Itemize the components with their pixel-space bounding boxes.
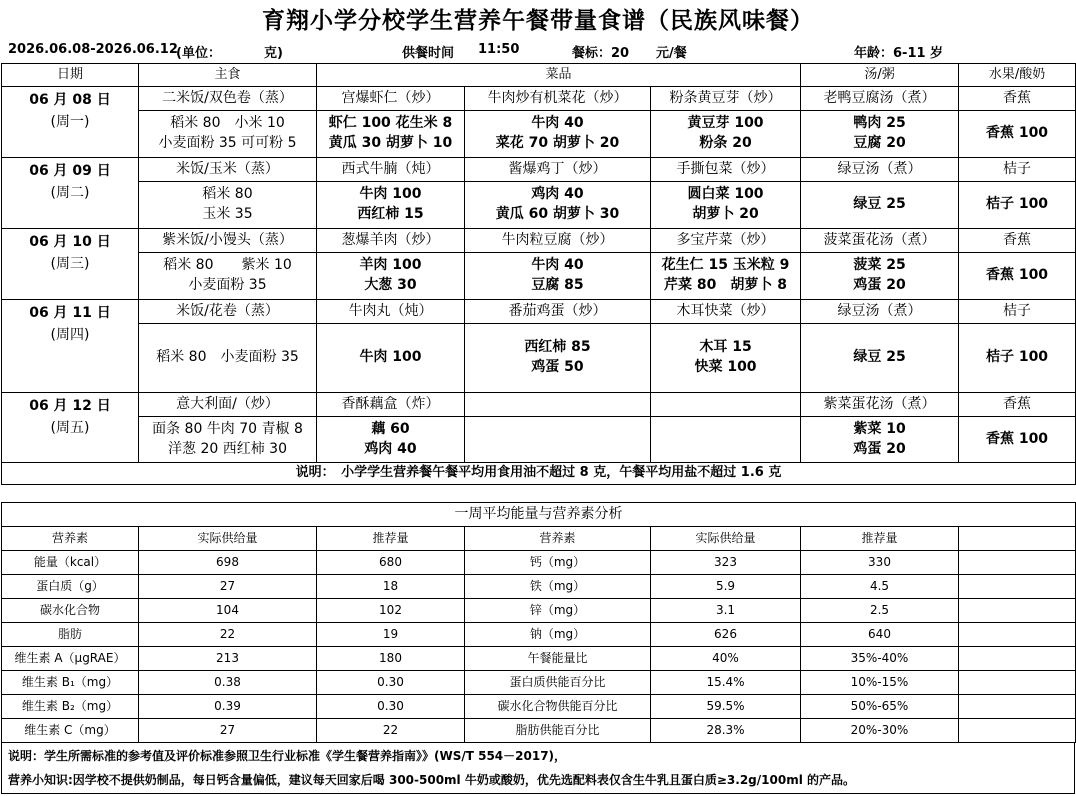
nutrition-cell: 钠（mg） [465,623,651,647]
soup-ingredients [801,417,959,463]
nutrition-cell-blank [959,623,1076,647]
nutrition-cell: 蛋白质供能百分比 [465,671,651,695]
fruit-amount: 桔子 100 [959,324,1076,393]
soup-name: 绿豆汤（煮） [801,300,959,324]
nutrition-cell: 59.5% [651,695,801,719]
nutrition-cell: 脂肪 [2,623,139,647]
nutrition-header: 营养素 [2,527,139,551]
ingredient-line: 藕 60 [371,420,410,437]
dish-name [465,393,651,417]
nutrition-cell-blank [959,551,1076,575]
nutrition-cell: 50%-65% [801,695,959,719]
nutrition-cell: 10%-15% [801,671,959,695]
nutrition-cell: 27 [139,719,317,743]
header-fruit: 水果/酸奶 [959,64,1076,87]
ingredient-line: 木耳 15 [699,339,752,356]
nutrition-row [2,575,1076,599]
dish-name: 酱爆鸡丁（炒） [465,158,651,182]
nutrition-cell: 碳水化合物 [2,599,139,623]
fruit-amount: 香蕉 100 [959,253,1076,300]
soup-ingredients [801,111,959,158]
ingredient-line: 稻米 80 紫米 10 [163,257,292,274]
dish-name [651,393,801,417]
nutrition-cell-blank [959,671,1076,695]
nutrition-cell: 0.38 [139,671,317,695]
ingredient-line: 牛肉 40 [531,115,584,132]
nutrition-cell: 20%-30% [801,719,959,743]
ingredient-line: 牛肉 100 [359,349,422,366]
nutrition-cell: 铁（mg） [465,575,651,599]
ingredient-line: 鸡肉 40 [364,440,417,457]
menu-table [1,63,1076,485]
nutrition-cell: 5.9 [651,575,801,599]
nutrition-cell: 15.4% [651,671,801,695]
nutrition-cell: 能量（kcal） [2,551,139,575]
meal-price-unit: 元/餐 [656,46,687,61]
day-date: 06 月 08 日 [29,92,111,108]
ingredient-line: 紫菜 10 [853,420,906,437]
ingredient-line: 花生仁 15 玉米粒 9 [661,257,790,274]
soup-ingredients [801,253,959,300]
nutrition-cell-blank [959,695,1076,719]
fruit-name: 桔子 [959,158,1076,182]
ingredient-line: 面条 80 牛肉 70 青椒 8 [152,420,303,437]
nutrition-cell-blank [959,647,1076,671]
dish-ingredients [465,182,651,229]
nutrition-cell: 213 [139,647,317,671]
staple-name: 紫米饭/小馒头（蒸） [139,229,317,253]
analysis-title: 一周平均能量与营养素分析 [2,503,1076,527]
ingredient-line: 小麦面粉 35 可可粉 5 [158,135,297,151]
day-date: 06 月 11 日 [29,305,111,321]
staple-ingredients [139,111,317,158]
dish-ingredients [651,253,801,300]
day-cell [2,87,139,158]
ingredient-line: 黄瓜 60 胡萝卜 30 [495,206,620,222]
soup-name: 菠菜蛋花汤（煮） [801,229,959,253]
nutrition-header: 推荐量 [317,527,465,551]
ingredient-line: 圆白菜 100 [687,186,764,203]
nutrition-cell: 180 [317,647,465,671]
ingredient-line: 粉条 20 [699,135,752,151]
ingredient-line: 鸡蛋 20 [853,277,906,293]
nutrition-cell: 0.30 [317,671,465,695]
oil-salt-note: 说明： 小学学生营养餐午餐平均用食用油不超过 8 克，午餐平均用盐不超过 1.6 克 [2,463,1076,485]
ingredient-line: 芹菜 80 胡萝卜 8 [664,277,787,293]
date-range: 2026.06.08-2026.06.12 [8,42,178,57]
dish-name: 多宝芹菜（炒） [651,229,801,253]
staple-name: 米饭/花卷（蒸） [139,300,317,324]
dish-ingredients [465,253,651,300]
ingredient-line: 稻米 80 [202,186,253,203]
soup-name: 紫菜蛋花汤（煮） [801,393,959,417]
unit-value: 克) [264,46,283,61]
dish-ingredients [651,111,801,158]
nutrition-cell: 640 [801,623,959,647]
nutrition-cell: 维生素 A（μgRAE） [2,647,139,671]
nutrition-row [2,551,1076,575]
header-staple: 主食 [139,64,317,87]
nutrition-cell: 40% [651,647,801,671]
dish-ingredients [651,182,801,229]
dish-name: 粉条黄豆芽（炒） [651,87,801,111]
nutrition-cell: 27 [139,575,317,599]
nutrition-cell: 维生素 B₁（mg） [2,671,139,695]
soup-name: 绿豆汤（煮） [801,158,959,182]
nutrition-header: 营养素 [465,527,651,551]
staple-ingredients [139,324,317,393]
ingredient-line: 牛肉 40 [531,257,584,274]
dish-name: 番茄鸡蛋（炒） [465,300,651,324]
ingredient-line: 黄豆芽 100 [687,115,764,132]
ingredient-line: 稻米 80 小麦面粉 35 [156,349,299,366]
day-weekday: (周一) [50,114,90,131]
ingredient-line: 豆腐 85 [531,277,584,293]
nutrition-cell: 午餐能量比 [465,647,651,671]
nutrition-cell: 35%-40% [801,647,959,671]
nutrition-row [2,599,1076,623]
nutrition-cell: 102 [317,599,465,623]
nutrition-cell: 626 [651,623,801,647]
fruit-name: 香蕉 [959,229,1076,253]
header-date: 日期 [2,64,139,87]
dish-name: 香酥藕盒（炸） [317,393,465,417]
ingredient-line: 牛肉 100 [359,186,422,203]
fruit-name: 桔子 [959,300,1076,324]
nutrition-cell: 680 [317,551,465,575]
day-date: 06 月 12 日 [29,398,111,414]
ingredient-line: 洋葱 20 西红柿 30 [168,440,287,457]
dish-name: 牛肉炒有机菜花（炒） [465,87,651,111]
nutrition-cell: 3.1 [651,599,801,623]
ingredient-line: 绿豆 25 [853,349,906,366]
dish-ingredients [465,417,651,463]
nutrition-cell: 698 [139,551,317,575]
dish-ingredients [317,417,465,463]
fruit-amount: 香蕉 100 [959,417,1076,463]
staple-name: 二米饭/双色卷（蒸） [139,87,317,111]
ingredient-line: 绿豆 25 [853,196,906,213]
nutrition-header: 实际供给量 [651,527,801,551]
nutrition-cell: 22 [139,623,317,647]
dish-ingredients [317,111,465,158]
soup-ingredients [801,324,959,393]
nutrition-cell: 4.5 [801,575,959,599]
day-date: 06 月 10 日 [29,234,111,250]
dish-name: 牛肉粒豆腐（炒） [465,229,651,253]
nutrition-cell: 104 [139,599,317,623]
ingredient-line: 西红柿 85 [524,339,591,356]
staple-ingredients [139,182,317,229]
ingredient-line: 菜花 70 胡萝卜 20 [495,135,620,151]
nutrition-row [2,671,1076,695]
nutrition-cell: 0.39 [139,695,317,719]
nutrition-cell: 28.3% [651,719,801,743]
day-weekday: (周四) [50,327,90,344]
day-cell [2,158,139,229]
nutrition-cell-blank [959,719,1076,743]
day-date: 06 月 09 日 [29,163,111,179]
dish-ingredients [317,324,465,393]
fruit-name: 香蕉 [959,393,1076,417]
dish-name: 牛肉丸（炖） [317,300,465,324]
staple-ingredients [139,417,317,463]
nutrition-cell: 维生素 C（mg） [2,719,139,743]
ingredient-line: 胡萝卜 20 [692,206,759,222]
dish-ingredients [651,324,801,393]
nutrition-cell-blank [959,599,1076,623]
nutrition-cell: 蛋白质（g） [2,575,139,599]
ingredient-line: 西红柿 15 [357,206,424,222]
dish-name: 木耳快菜（炒） [651,300,801,324]
dish-name: 葱爆羊肉（炒） [317,229,465,253]
nutrition-header-blank [959,527,1076,551]
staple-name: 米饭/玉米（蒸） [139,158,317,182]
ingredient-line: 鸡肉 40 [531,186,584,203]
ingredient-line: 黄瓜 30 胡萝卜 10 [328,135,453,151]
staple-ingredients [139,253,317,300]
ingredient-line: 豆腐 20 [853,135,906,151]
nutrition-cell: 碳水化合物供能百分比 [465,695,651,719]
fruit-amount: 桔子 100 [959,182,1076,229]
nutrition-cell: 323 [651,551,801,575]
nutrition-table [1,502,1076,743]
ingredient-line: 玉米 35 [202,206,253,222]
nutrition-cell: 钙（mg） [465,551,651,575]
nutrition-row [2,623,1076,647]
day-cell [2,229,139,300]
nutrition-row [2,647,1076,671]
nutrition-cell: 330 [801,551,959,575]
nutrition-cell: 脂肪供能百分比 [465,719,651,743]
dish-ingredients [651,417,801,463]
serve-time: 11:50 [478,42,520,57]
unit-label: (单位： [176,46,221,61]
ingredient-line: 虾仁 100 花生米 8 [328,115,453,132]
nutrition-cell: 19 [317,623,465,647]
dish-name: 手撕包菜（炒） [651,158,801,182]
age-range: 年龄：6-11 岁 [854,46,944,61]
day-weekday: (周五) [50,420,90,437]
nutrition-tip: 营养小知识:因学校不提供奶制品，每日钙含量偏低，建议每天回家后喝 300-500ml 牛奶或酸奶，优先选配料表仅含生牛乳且蛋白质≥3.2g/100ml 的产品。 [8,773,855,787]
ingredient-line: 小麦面粉 35 [188,277,267,293]
ingredient-line: 鸡蛋 20 [853,440,906,457]
serve-time-label: 供餐时间 [402,46,455,61]
header-soup: 汤/粥 [801,64,959,87]
nutrition-cell: 2.5 [801,599,959,623]
nutrition-header: 实际供给量 [139,527,317,551]
nutrition-row [2,719,1076,743]
dish-ingredients [465,111,651,158]
fruit-amount: 香蕉 100 [959,111,1076,158]
ingredient-line: 大葱 30 [364,277,417,293]
staple-name: 意大利面/（炒） [139,393,317,417]
standard-note: 说明：学生所需标准的参考值及评价标准参照卫生行业标准《学生餐营养指南》》(WS/T 554－2017)， [8,749,567,763]
ingredient-line: 羊肉 100 [359,257,422,274]
ingredient-line: 鸭肉 25 [853,115,906,132]
dish-name: 西式牛腩（炖） [317,158,465,182]
nutrition-cell: 0.30 [317,695,465,719]
day-cell [2,300,139,393]
page-title: 育翔小学分校学生营养午餐带量食谱（民族风味餐） [262,7,814,34]
nutrition-cell: 22 [317,719,465,743]
footer-notes [1,742,1075,794]
dish-ingredients [465,324,651,393]
dish-ingredients [317,253,465,300]
ingredient-line: 稻米 80 小米 10 [170,115,285,132]
dish-name: 宫爆虾仁（炒） [317,87,465,111]
soup-name: 老鸭豆腐汤（煮） [801,87,959,111]
ingredient-line: 鸡蛋 50 [531,359,584,375]
nutrition-cell-blank [959,575,1076,599]
day-cell [2,393,139,463]
nutrition-row [2,695,1076,719]
day-weekday: (周二) [50,185,90,202]
soup-ingredients [801,182,959,229]
nutrition-cell: 18 [317,575,465,599]
dish-ingredients [317,182,465,229]
nutrition-cell: 锌（mg） [465,599,651,623]
nutrition-header: 推荐量 [801,527,959,551]
header-dishes: 菜品 [317,64,801,87]
day-weekday: (周三) [50,256,90,273]
fruit-name: 香蕉 [959,87,1076,111]
ingredient-line: 快菜 100 [694,359,757,375]
meal-price: 餐标：20 [572,46,630,61]
ingredient-line: 菠菜 25 [853,257,906,274]
nutrition-cell: 维生素 B₂（mg） [2,695,139,719]
